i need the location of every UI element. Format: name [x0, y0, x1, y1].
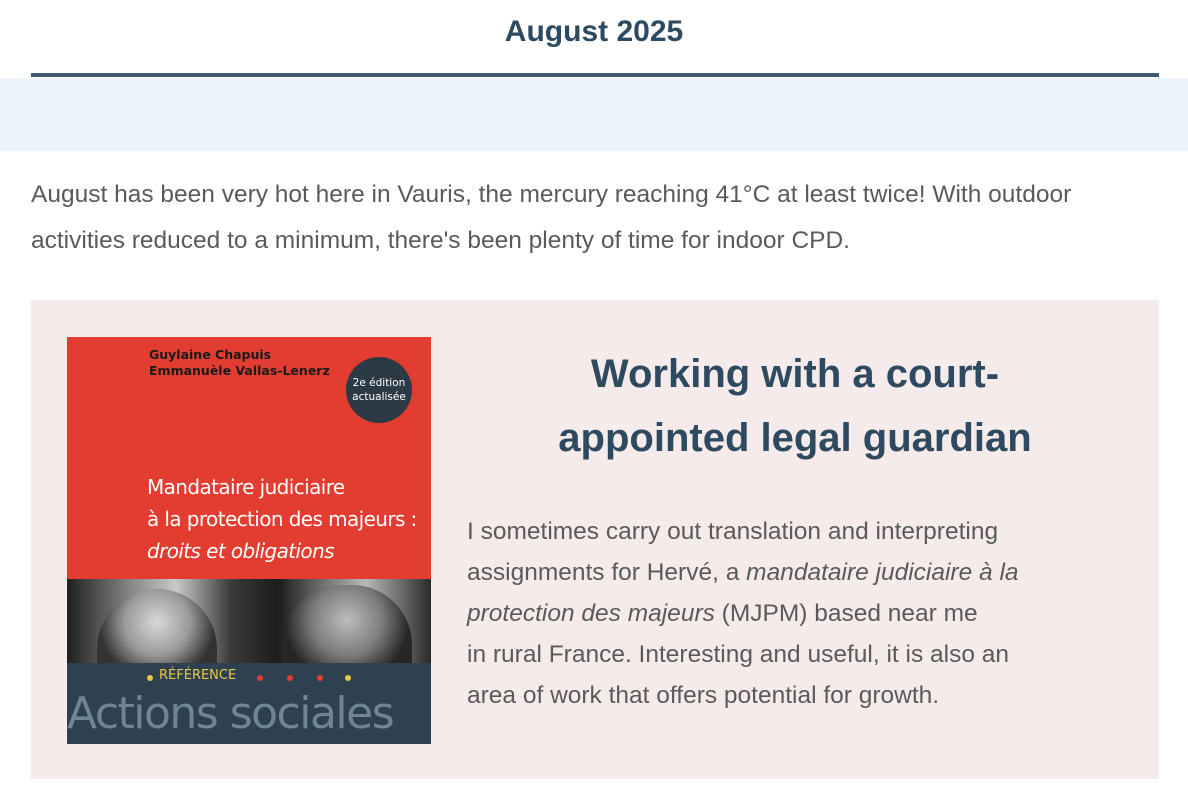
- series-dot-icon: [287, 675, 293, 681]
- book-authors: [149, 347, 330, 379]
- series-name: Actions sociales: [67, 688, 394, 739]
- book-title-line: Mandataire judiciaire: [147, 475, 345, 499]
- body-line: I sometimes carry out translation and interpreting: [467, 518, 999, 545]
- edition-badge-line: 2e édition: [352, 377, 406, 389]
- body-text: (MJPM) based near me: [714, 600, 978, 627]
- body-italic-term: protection des majeurs: [467, 600, 715, 627]
- header-divider: [31, 73, 1159, 77]
- blue-banner-band: [0, 78, 1188, 151]
- cover-face-right: [282, 585, 412, 663]
- cover-face-left: [97, 589, 217, 663]
- book-series-band: [67, 663, 431, 744]
- edition-badge: [346, 357, 412, 423]
- book-cover-photo: [67, 579, 431, 663]
- reference-label: RÉFÉRENCE: [159, 668, 237, 683]
- book-cover-title: [147, 471, 417, 567]
- edition-badge-line: actualisée: [352, 391, 406, 403]
- series-dot-icon: [147, 675, 153, 681]
- book-author: Guylaine Chapuis: [149, 347, 272, 362]
- series-dot-icon: [257, 675, 263, 681]
- feature-heading: [470, 342, 1120, 470]
- series-dot-icon: [345, 675, 351, 681]
- body-italic-term: mandataire judiciaire à la: [746, 559, 1019, 586]
- body-line: [467, 552, 1127, 593]
- book-title-line: droits et obligations: [147, 539, 334, 563]
- feature-heading-line: appointed legal guardian: [558, 416, 1032, 460]
- body-line: [467, 593, 1127, 634]
- book-title-line: à la protection des majeurs :: [147, 507, 417, 531]
- body-text: assignments for Hervé, a: [467, 559, 747, 586]
- newsletter-date-title: August 2025: [504, 15, 684, 48]
- book-cover-image[interactable]: [67, 337, 431, 744]
- intro-paragraph: August has been very hot here in Vauris, the mercury reaching 41°C at least twice! With outdoor activities reduced to a minimum, there's been plenty of time for indoor CPD.: [31, 181, 1072, 254]
- body-line: area of work that offers potential for growth.: [467, 682, 940, 709]
- feature-body-text: [467, 511, 1127, 716]
- book-author: Emmanuèle Vallas-Lenerz: [149, 363, 330, 378]
- series-dot-icon: [317, 675, 323, 681]
- body-line: in rural France. Interesting and useful, it is also an: [467, 641, 1010, 668]
- feature-heading-line: Working with a court-: [590, 352, 1000, 396]
